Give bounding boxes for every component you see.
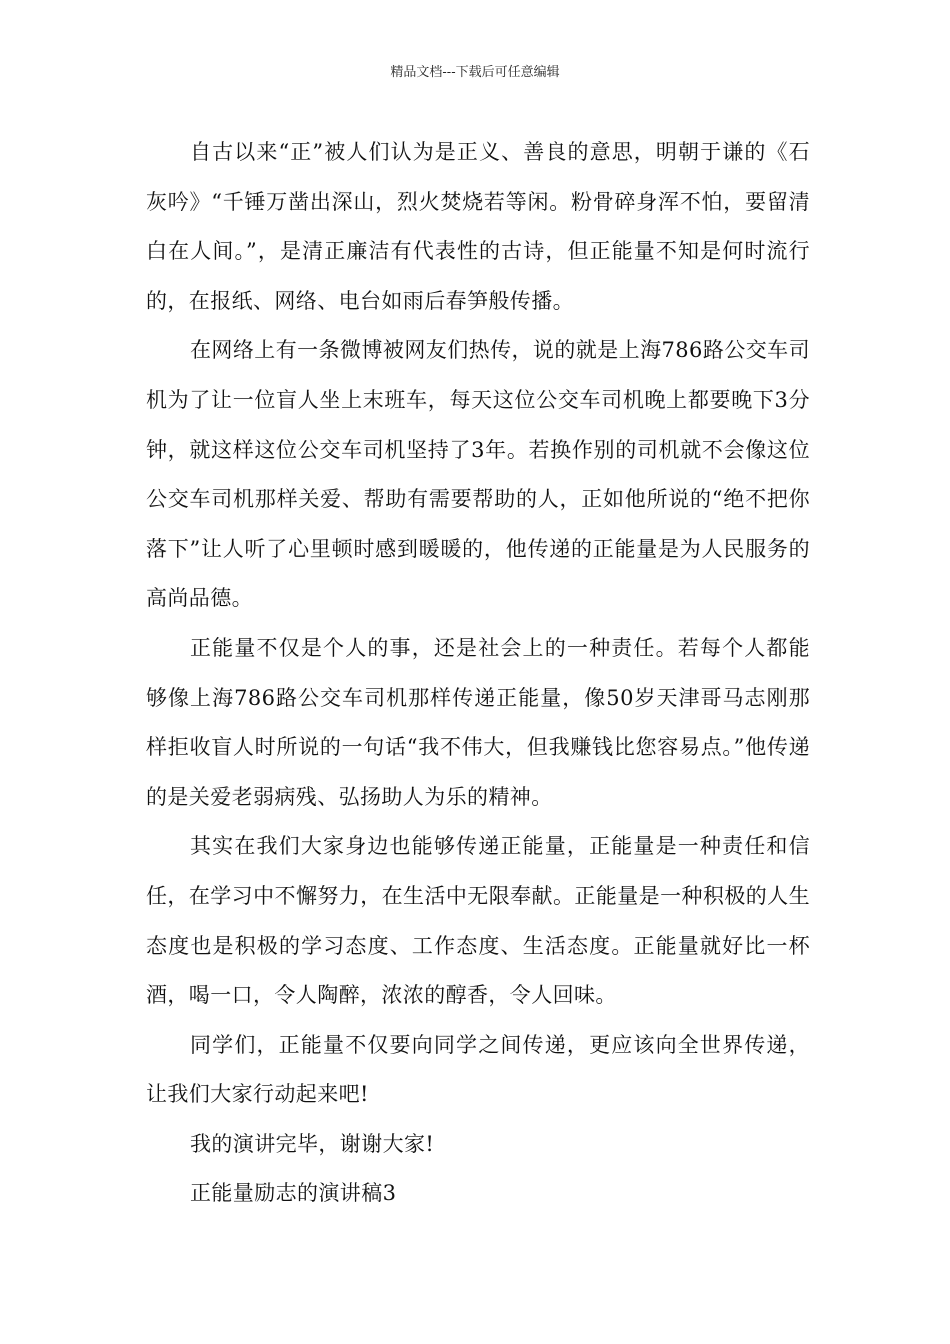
paragraph: 自古以来“正”被人们认为是正义、善良的意思，明朝于谦的《石灰吟》“千锤万凿出深山，烈火焚烧若等闲。粉骨碎身浑不怕，要留清白在人间。”，是清正廉洁有代表性的古诗，但正能量不知是何时流行的，在报纸、网络、电台如雨后春笋般传播。 xyxy=(146,140,810,313)
page-header: 精品文档---下载后可任意编辑 xyxy=(390,65,560,80)
closing-remark: 我的演讲完毕，谢谢大家! xyxy=(190,1131,435,1156)
paragraph: 同学们，正能量不仅要向同学之间传递，更应该向全世界传递，让我们大家行动起来吧! xyxy=(146,1032,810,1107)
paragraph: 正能量不仅是个人的事，还是社会上的一种责任。若每个人都能够像上海786路公交车司机那样传递正能量，像50岁天津哥马志刚那样拒收盲人时所说的一句话“我不伟大，但我赚钱比您容易点。”他传递的是关爱老弱病残、弘扬助人为乐的精神。 xyxy=(146,635,810,809)
section-title: 正能量励志的演讲稿3 xyxy=(190,1181,397,1206)
paragraph: 其实在我们大家身边也能够传递正能量，正能量是一种责任和信任，在学习中不懈努力，在生活中无限奉献。正能量是一种积极的人生态度也是积极的学习态度、工作态度、生活态度。正能量就好比一杯酒，喝一口，令人陶醉，浓浓的醇香，令人回味。 xyxy=(146,834,810,1008)
document-body xyxy=(146,128,810,1219)
paragraph: 在网络上有一条微博被网友们热传，说的就是上海786路公交车司机为了让一位盲人坐上末班车，每天这位公交车司机晚上都要晚下3分钟，就这样这位公交车司机坚持了3年。若换作别的司机就不会像这位公交车司机那样关爱、帮助有需要帮助的人，正如他所说的“绝不把你落下”让人听了心里顿时感到暖暖的，他传递的正能量是为人民服务的高尚品德。 xyxy=(146,338,810,611)
